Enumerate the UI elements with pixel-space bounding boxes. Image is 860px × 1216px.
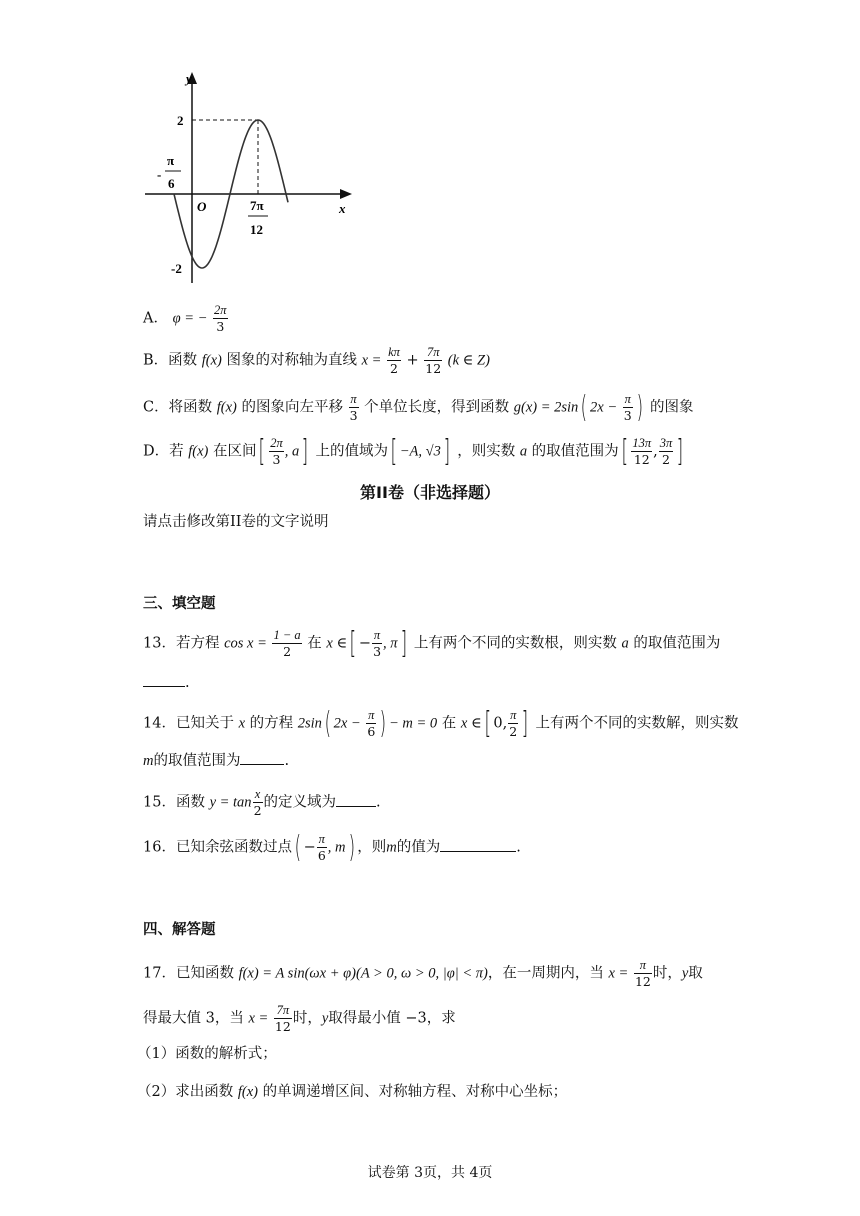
x-right-num: 7π [250,198,264,213]
y-axis-label: y [186,71,192,86]
option-a[interactable]: A． φ = − $\frac{2\pi}{3}$ [143,303,227,334]
question-14-cont[interactable]: m的取值范围为 . [143,750,289,771]
question-17-part1: （1）函数的解析式； [137,1046,277,1062]
question-14: 14．已知关于 x 的方程 2sin( 2x − $\frac{\pi}{6}$ ) − m = 0 在 x ∈[ 0, $\frac{\pi}{2}$ ] 上有两个不同的实数解，则实数 [143,705,739,741]
x-left-num: π [167,153,175,168]
question-17-line2: 得最大值 3，当 x = $\frac{7\pi}{12}$ 时，y取得最小值 −3，求 [143,1003,456,1034]
x-axis-label: x [339,201,346,216]
option-c[interactable]: C．将函数 f(x) 的图象向左平移 $\frac{\pi}{3}$ 个单位长度，得到函数 g(x) = 2sin( 2x − $\frac{\pi}{3}$ ) 的图象 [143,389,694,425]
x-left-den: 6 [168,176,175,191]
option-b[interactable]: B．函数 f(x) 图象的对称轴为直线 x = $\frac{k\pi}{2}$ + $\frac{7\pi}{12}$ (k ∈ Z) [143,345,490,376]
question-17-part2: （2）求出函数 f(x) 的单调递增区间、对称轴方程、对称中心坐标； [137,1084,568,1100]
question-13: 13．若方程 cos x = $\frac{1 - a}{2}$ 在 x ∈[ − $\frac{\pi}{3}$ , π] 上有两个不同的实数根，则实数 a 的取值范围为 [143,625,721,661]
question-16[interactable]: 16．已知余弦函数过点( − $\frac{\pi}{6}$ , m) ，则m的值为 . [143,829,521,865]
y-max-label: 2 [177,113,184,128]
section-2-note[interactable]: 请点击修改第II卷的文字说明 [143,514,329,530]
option-d[interactable]: D．若 f(x) 在区间[ $\frac{2\pi}{3}$ , a] 上的值域为[ −A, √3] ，则实数 a 的取值范围为[ $\frac{13\pi}{12}$ , $\frac{3\pi}{2}$ ] [143,433,684,469]
section-3-heading: 三、填空题 [143,596,216,612]
y-min-label: -2 [171,261,182,276]
question-17-line1: 17．已知函数 f(x) = A sin(ωx + φ)(A > 0, ω > 0, |φ| < π)，在一周期内，当 x = $\frac{\pi}{12}$ 时，y取 [143,958,703,989]
x-left-sign: - [157,167,162,182]
origin-label: O [197,199,207,214]
page-footer: 试卷第 3页，共 4页 [367,1165,493,1181]
x-right-den: 12 [250,222,263,237]
question-13-answer[interactable]: . [143,672,190,693]
fraction: $\frac{2\pi}{3}$ [214,303,227,334]
question-15[interactable]: 15．函数 y = tan $\frac{x}{2}$ 的定义域为 . [143,787,381,818]
section-4-heading: 四、解答题 [143,922,216,938]
sine-graph [140,68,365,290]
section-2-title: 第II卷（非选择题） [360,483,500,502]
